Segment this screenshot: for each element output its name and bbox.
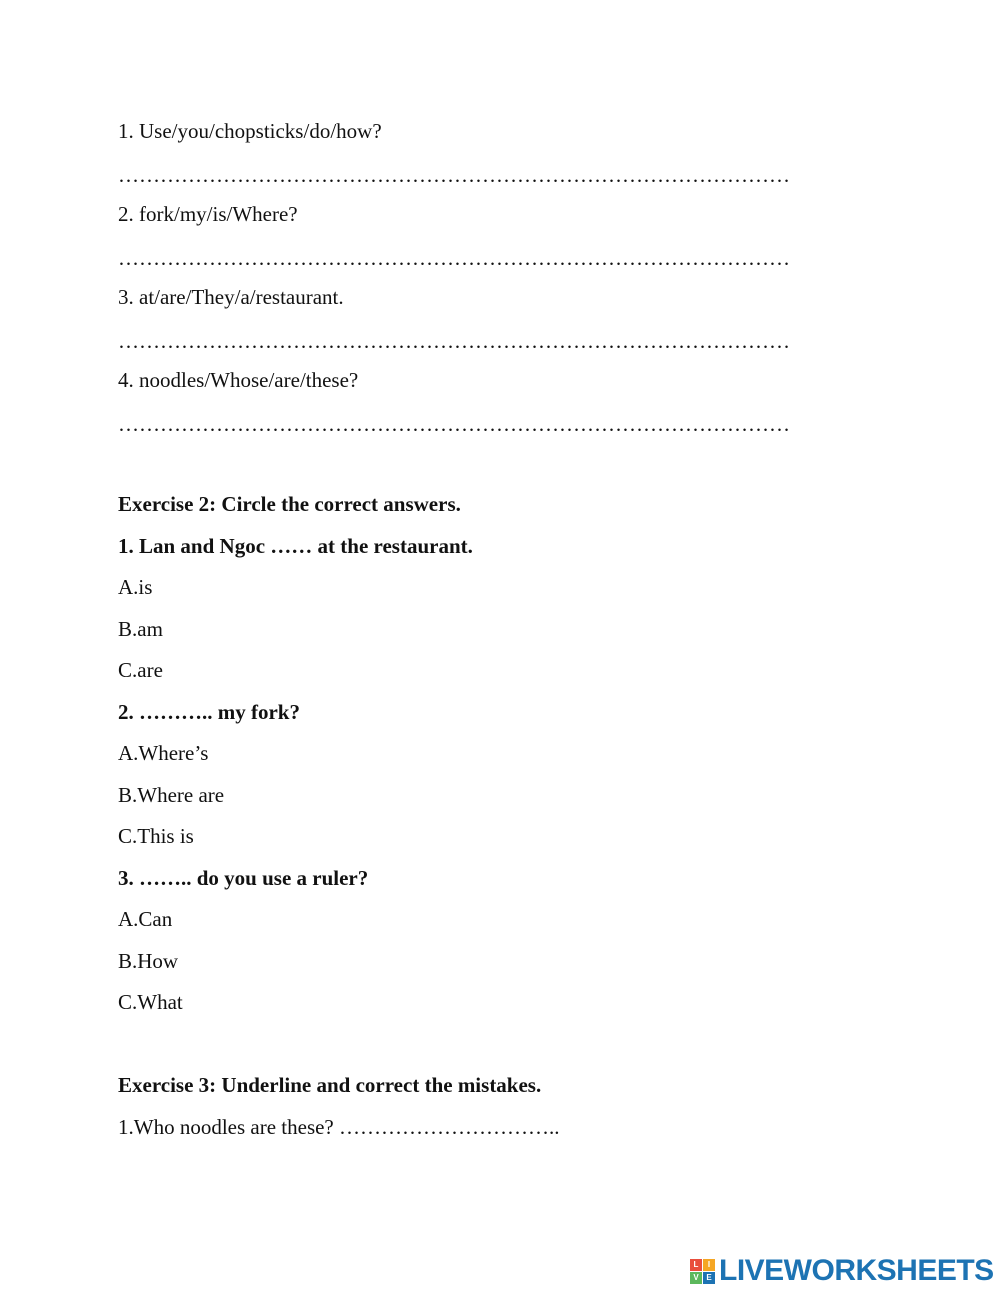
ex3-item-1[interactable]: 1.Who noodles are these? …………………………..	[118, 1115, 560, 1139]
ex2-q1-option-c[interactable]: C.are	[118, 658, 163, 682]
ex1-answer-line-3[interactable]: ……………………………………………………………………………………	[118, 329, 790, 353]
logo-letter-i: I	[703, 1259, 715, 1271]
exercise3-heading: Exercise 3: Underline and correct the mistakes.	[118, 1073, 542, 1097]
ex2-q2-option-c[interactable]: C.This is	[118, 824, 194, 848]
ex2-question-3: 3. …….. do you use a ruler?	[118, 866, 369, 890]
ex2-q2-option-b[interactable]: B.Where are	[118, 783, 225, 807]
logo-letter-l: L	[690, 1259, 702, 1271]
ex2-q3-option-a[interactable]: A.Can	[118, 907, 173, 931]
ex1-prompt-2: 2. fork/my/is/Where?	[118, 202, 298, 226]
ex1-prompt-1: 1. Use/you/chopsticks/do/how?	[118, 119, 382, 143]
ex1-answer-line-4[interactable]: ……………………………………………………………………………………	[118, 412, 790, 436]
ex1-prompt-3: 3. at/are/They/a/restaurant.	[118, 285, 344, 309]
ex1-answer-line-1[interactable]: ……………………………………………………………………………………	[118, 163, 790, 187]
ex1-prompt-4: 4. noodles/Whose/are/these?	[118, 368, 359, 392]
ex1-answer-line-2[interactable]: ……………………………………………………………………………………	[118, 246, 790, 270]
ex2-question-1: 1. Lan and Ngoc …… at the restaurant.	[118, 534, 473, 558]
logo-letter-v: V	[690, 1272, 702, 1284]
ex2-q3-option-b[interactable]: B.How	[118, 949, 179, 973]
ex2-q1-option-a[interactable]: A.is	[118, 575, 153, 599]
ex2-q3-option-c[interactable]: C.What	[118, 990, 183, 1014]
liveworksheets-logo-icon	[690, 1259, 715, 1284]
logo-letter-e: E	[703, 1272, 715, 1284]
ex2-question-2: 2. ……….. my fork?	[118, 700, 300, 724]
exercise2-heading: Exercise 2: Circle the correct answers.	[118, 492, 461, 516]
ex2-q1-option-b[interactable]: B.am	[118, 617, 163, 641]
liveworksheets-logo-text: LIVEWORKSHEETS	[719, 1254, 994, 1287]
liveworksheets-logo	[690, 1254, 994, 1288]
ex2-q2-option-a[interactable]: A.Where’s	[118, 741, 209, 765]
